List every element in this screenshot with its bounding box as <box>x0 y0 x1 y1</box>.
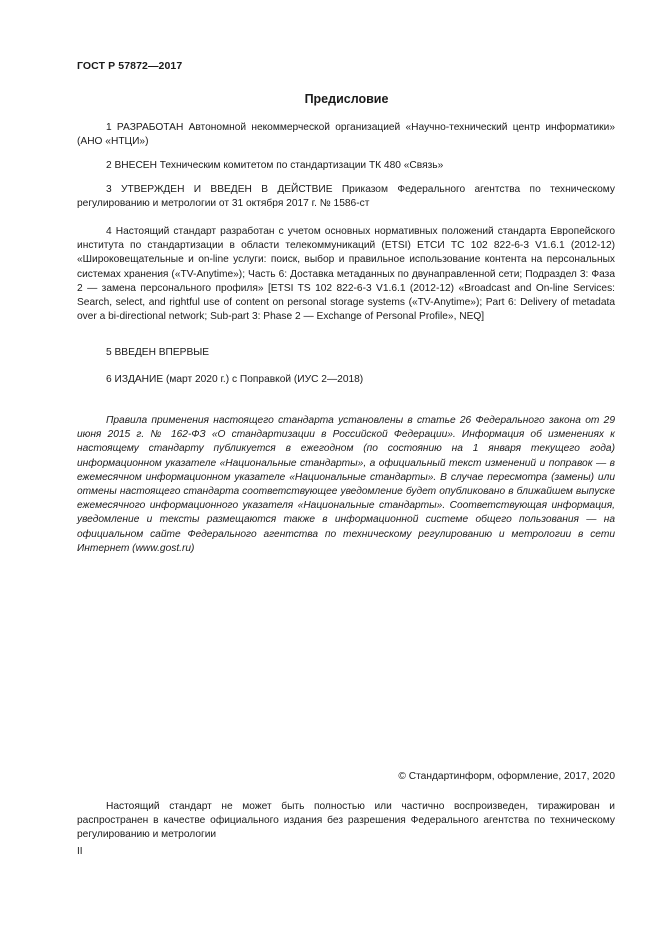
foreword-item-6: 6 ИЗДАНИЕ (март 2020 г.) с Поправкой (ИУС 2—2018) <box>106 374 364 385</box>
copyright-line: © Стандартинформ, оформление, 2017, 2020 <box>398 771 615 782</box>
page-number: II <box>77 846 83 857</box>
document-code: ГОСТ Р 57872—2017 <box>77 60 183 72</box>
standard-usage-notice: Правила применения настоящего стандарта установлены в статье 26 Федерального закона от 29 июня 2015 г. № 162-ФЗ «О стандартизации в Российской Федерации». Информация об изменениях к настоящему стандарту публикуется в ежегодном (по состоянию на 1 января текущего года) информационном указателе «Национальные стандарты», а официальный текст изменений и поправок — в ежемесячном информационном указателе «Национальные стандарты». В случае пересмотра (замены) или отмены настоящего стандарта соответствующее уведомление будет опубликовано в ближайшем выпуске ежемесячного информационного указателя «Национальные стандарты». Соответствующая информация, уведомление и тексты размещаются также в информационной системе общего пользования — на официальном сайте Федерального агентства по техническому регулированию и метрологии в сети Интернет (www.gost.ru) <box>77 415 615 554</box>
section-title: Предисловие <box>304 92 389 106</box>
foreword-item-4: 4 Настоящий стандарт разработан с учетом основных нормативных положений стандарта Европейского института по стандартизации в области телекоммуникаций (ETSI) ЕТСИ ТС 102 822-6-3 V1.6.1 (2012-12) «Широковещательные и on-line услуги: поиск, выбор и правильное использование контента на персональных системах хранения («TV-Anytime»); Часть 6: Доставка метаданных по двунаправленной сети; Подраздел 3: Фаза 2 — замена персонального профиля» [ETSI TS 102 822-6-3 V1.6.1 (2012-12) «Broadcast and On-line Services: Search, select, and rightful use of content on personal storage systems («TV-Anytime»); Part 6: Delivery of metadata over a bi-directional network; Sub-part 3: Phase 2 — Exchange of Personal Profile», NEQ] <box>77 226 615 323</box>
foreword-item-5: 5 ВВЕДЕН ВПЕРВЫЕ <box>106 347 210 358</box>
foreword-item-2: 2 ВНЕСЕН Техническим комитетом по стандартизации ТК 480 «Связь» <box>106 160 444 171</box>
reproduction-notice: Настоящий стандарт не может быть полностью или частично воспроизведен, тиражирован и распространен в качестве официального издания без разрешения Федерального агентства по техническому регулированию и метрологии <box>77 801 615 841</box>
foreword-item-3: 3 УТВЕРЖДЕН И ВВЕДЕН В ДЕЙСТВИЕ Приказом Федерального агентства по техническому регулированию и метрологии от 31 октября 2017 г. № 1586-ст <box>77 184 615 210</box>
foreword-item-1: 1 РАЗРАБОТАН Автономной некоммерческой организацией «Научно-технический центр информатики» (АНО «НТЦИ») <box>77 122 615 148</box>
